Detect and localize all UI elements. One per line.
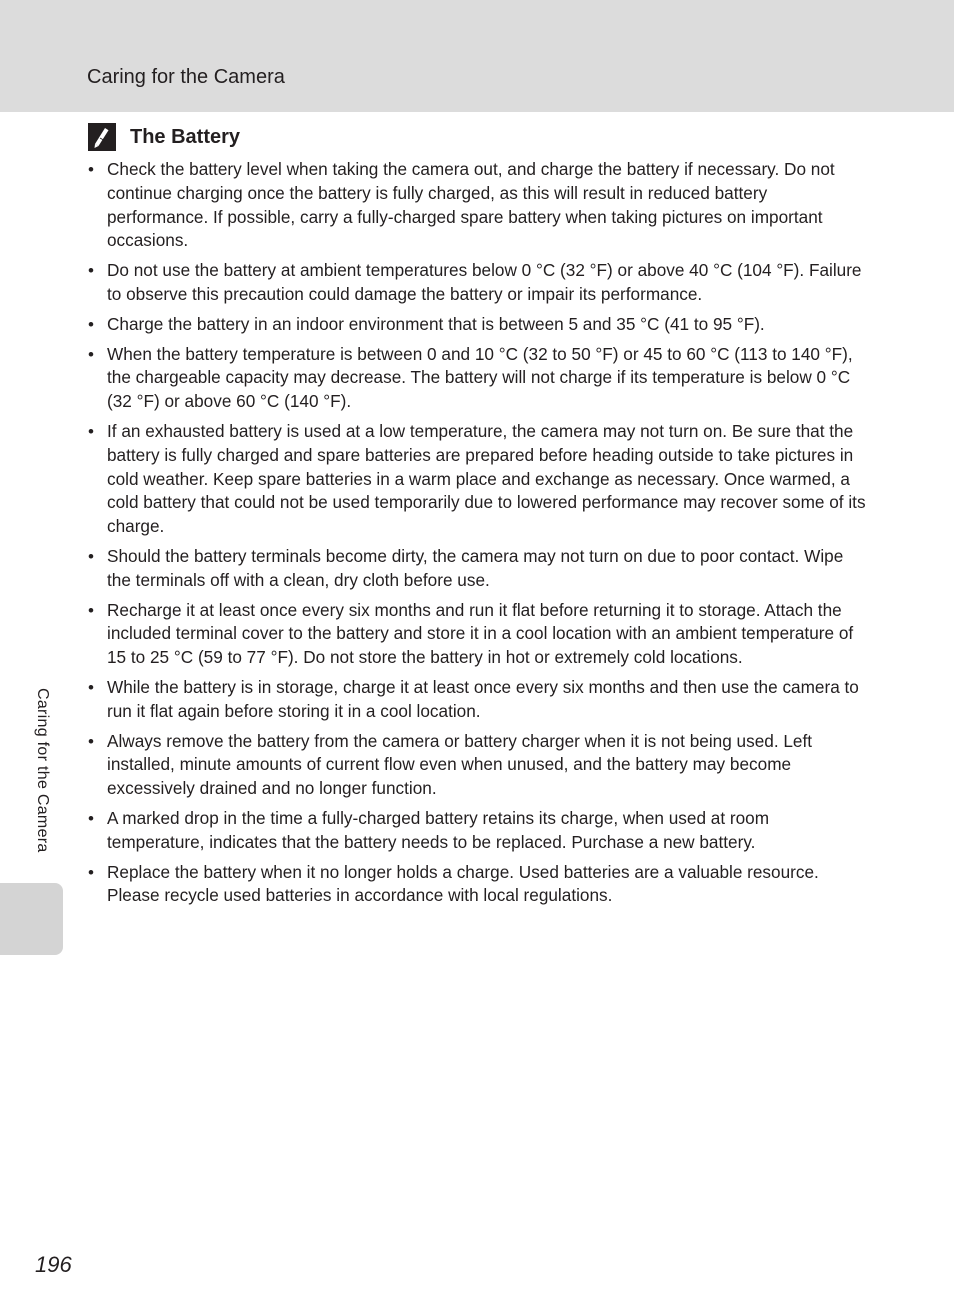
list-item-text: While the battery is in storage, charge it at least once every six months and then use the camera to run it flat again before storing it in a cool location.	[107, 676, 859, 721]
bullet-icon: •	[88, 160, 94, 179]
list-item-text: Replace the battery when it no longer holds a charge. Used batteries are a valuable resource. Please recycle used batteries in accordance with local regulations.	[107, 861, 819, 906]
list-item	[88, 807, 868, 855]
list-item	[88, 599, 868, 670]
list-item-text: A marked drop in the time a fully-charged battery retains its charge, when used at room temperature, indicates that the battery needs to be replaced. Purchase a new battery.	[107, 807, 770, 852]
bullet-icon: •	[88, 862, 94, 882]
pencil-note-icon	[88, 123, 116, 151]
section-title: The Battery	[130, 125, 241, 148]
list-item	[88, 158, 868, 253]
list-item	[88, 259, 868, 307]
list-item-text: Charge the battery in an indoor environment that is between 5 and 35 °C (41 to 95 °F).	[107, 313, 765, 334]
list-item	[88, 676, 868, 724]
header-band	[0, 0, 954, 112]
list-item	[88, 313, 868, 337]
list-item-text: Should the battery terminals become dirty, the camera may not turn on due to poor contact. Wipe the terminals off with a clean, dry cloth before use.	[107, 545, 844, 590]
bullet-icon: •	[88, 600, 94, 620]
bullet-icon: •	[88, 546, 94, 566]
list-item-text: Always remove the battery from the camera or battery charger when it is not being used. Left installed, minute amounts of current flow even when unused, and the battery may become excessively drained and no longer function.	[107, 730, 813, 799]
list-item	[88, 861, 868, 909]
list-item	[88, 420, 868, 539]
list-item-text: When the battery temperature is between 0 and 10 °C (32 to 50 °F) or 45 to 60 °C (113 to 140 °F), the chargeable capacity may decrease. The battery will not charge if its temperature is below 0 °C (32 °F) or above 60 °C (140 °F).	[107, 343, 853, 412]
bullet-icon: •	[88, 421, 94, 441]
list-item-text: Recharge it at least once every six months and run it flat before returning it to storage. Attach the included terminal cover to the battery and store it in a cool location with an ambient temperature of 15 to 25 °C (59 to 77 °F). Do not store the battery in hot or extremely cold locations.	[107, 599, 854, 668]
side-tab-label: Caring for the Camera	[34, 688, 51, 853]
bullet-icon: •	[88, 314, 94, 334]
bullet-icon: •	[88, 677, 94, 697]
list-item-text: Do not use the battery at ambient temperatures below 0 °C (32 °F) or above 40 °C (104 °F). Failure to observe this precaution could damage the battery or impair its performance.	[107, 260, 862, 304]
side-tab-marker	[0, 883, 63, 955]
page-number: 196	[35, 1252, 72, 1277]
list-item-text: If an exhausted battery is used at a low temperature, the camera may not turn on. Be sure that the battery is fully charged and spare batteries are prepared before heading outside to take pictures in cold weather. Keep spare batteries in a warm place and exchange as necessary. Once warmed, a cold battery that could not be used temporarily due to lowered performance may recover some of its charge.	[107, 420, 866, 537]
section-heading	[88, 120, 240, 154]
bullet-icon: •	[88, 261, 94, 281]
list-item	[88, 545, 868, 593]
bullet-icon: •	[88, 344, 94, 364]
list-item-text: Check the battery level when taking the camera out, and charge the battery if necessary. Do not continue charging once the battery is fully charged, as this will result in reduced battery performance. If possible, carry a fully-charged spare battery when taking pictures on important occasions.	[107, 159, 835, 251]
bullet-icon: •	[88, 808, 94, 828]
list-item	[88, 343, 868, 414]
page-header-title: Caring for the Camera	[87, 66, 285, 88]
battery-bullet-list	[88, 158, 868, 914]
list-item	[88, 730, 868, 801]
bullet-icon: •	[88, 731, 94, 751]
